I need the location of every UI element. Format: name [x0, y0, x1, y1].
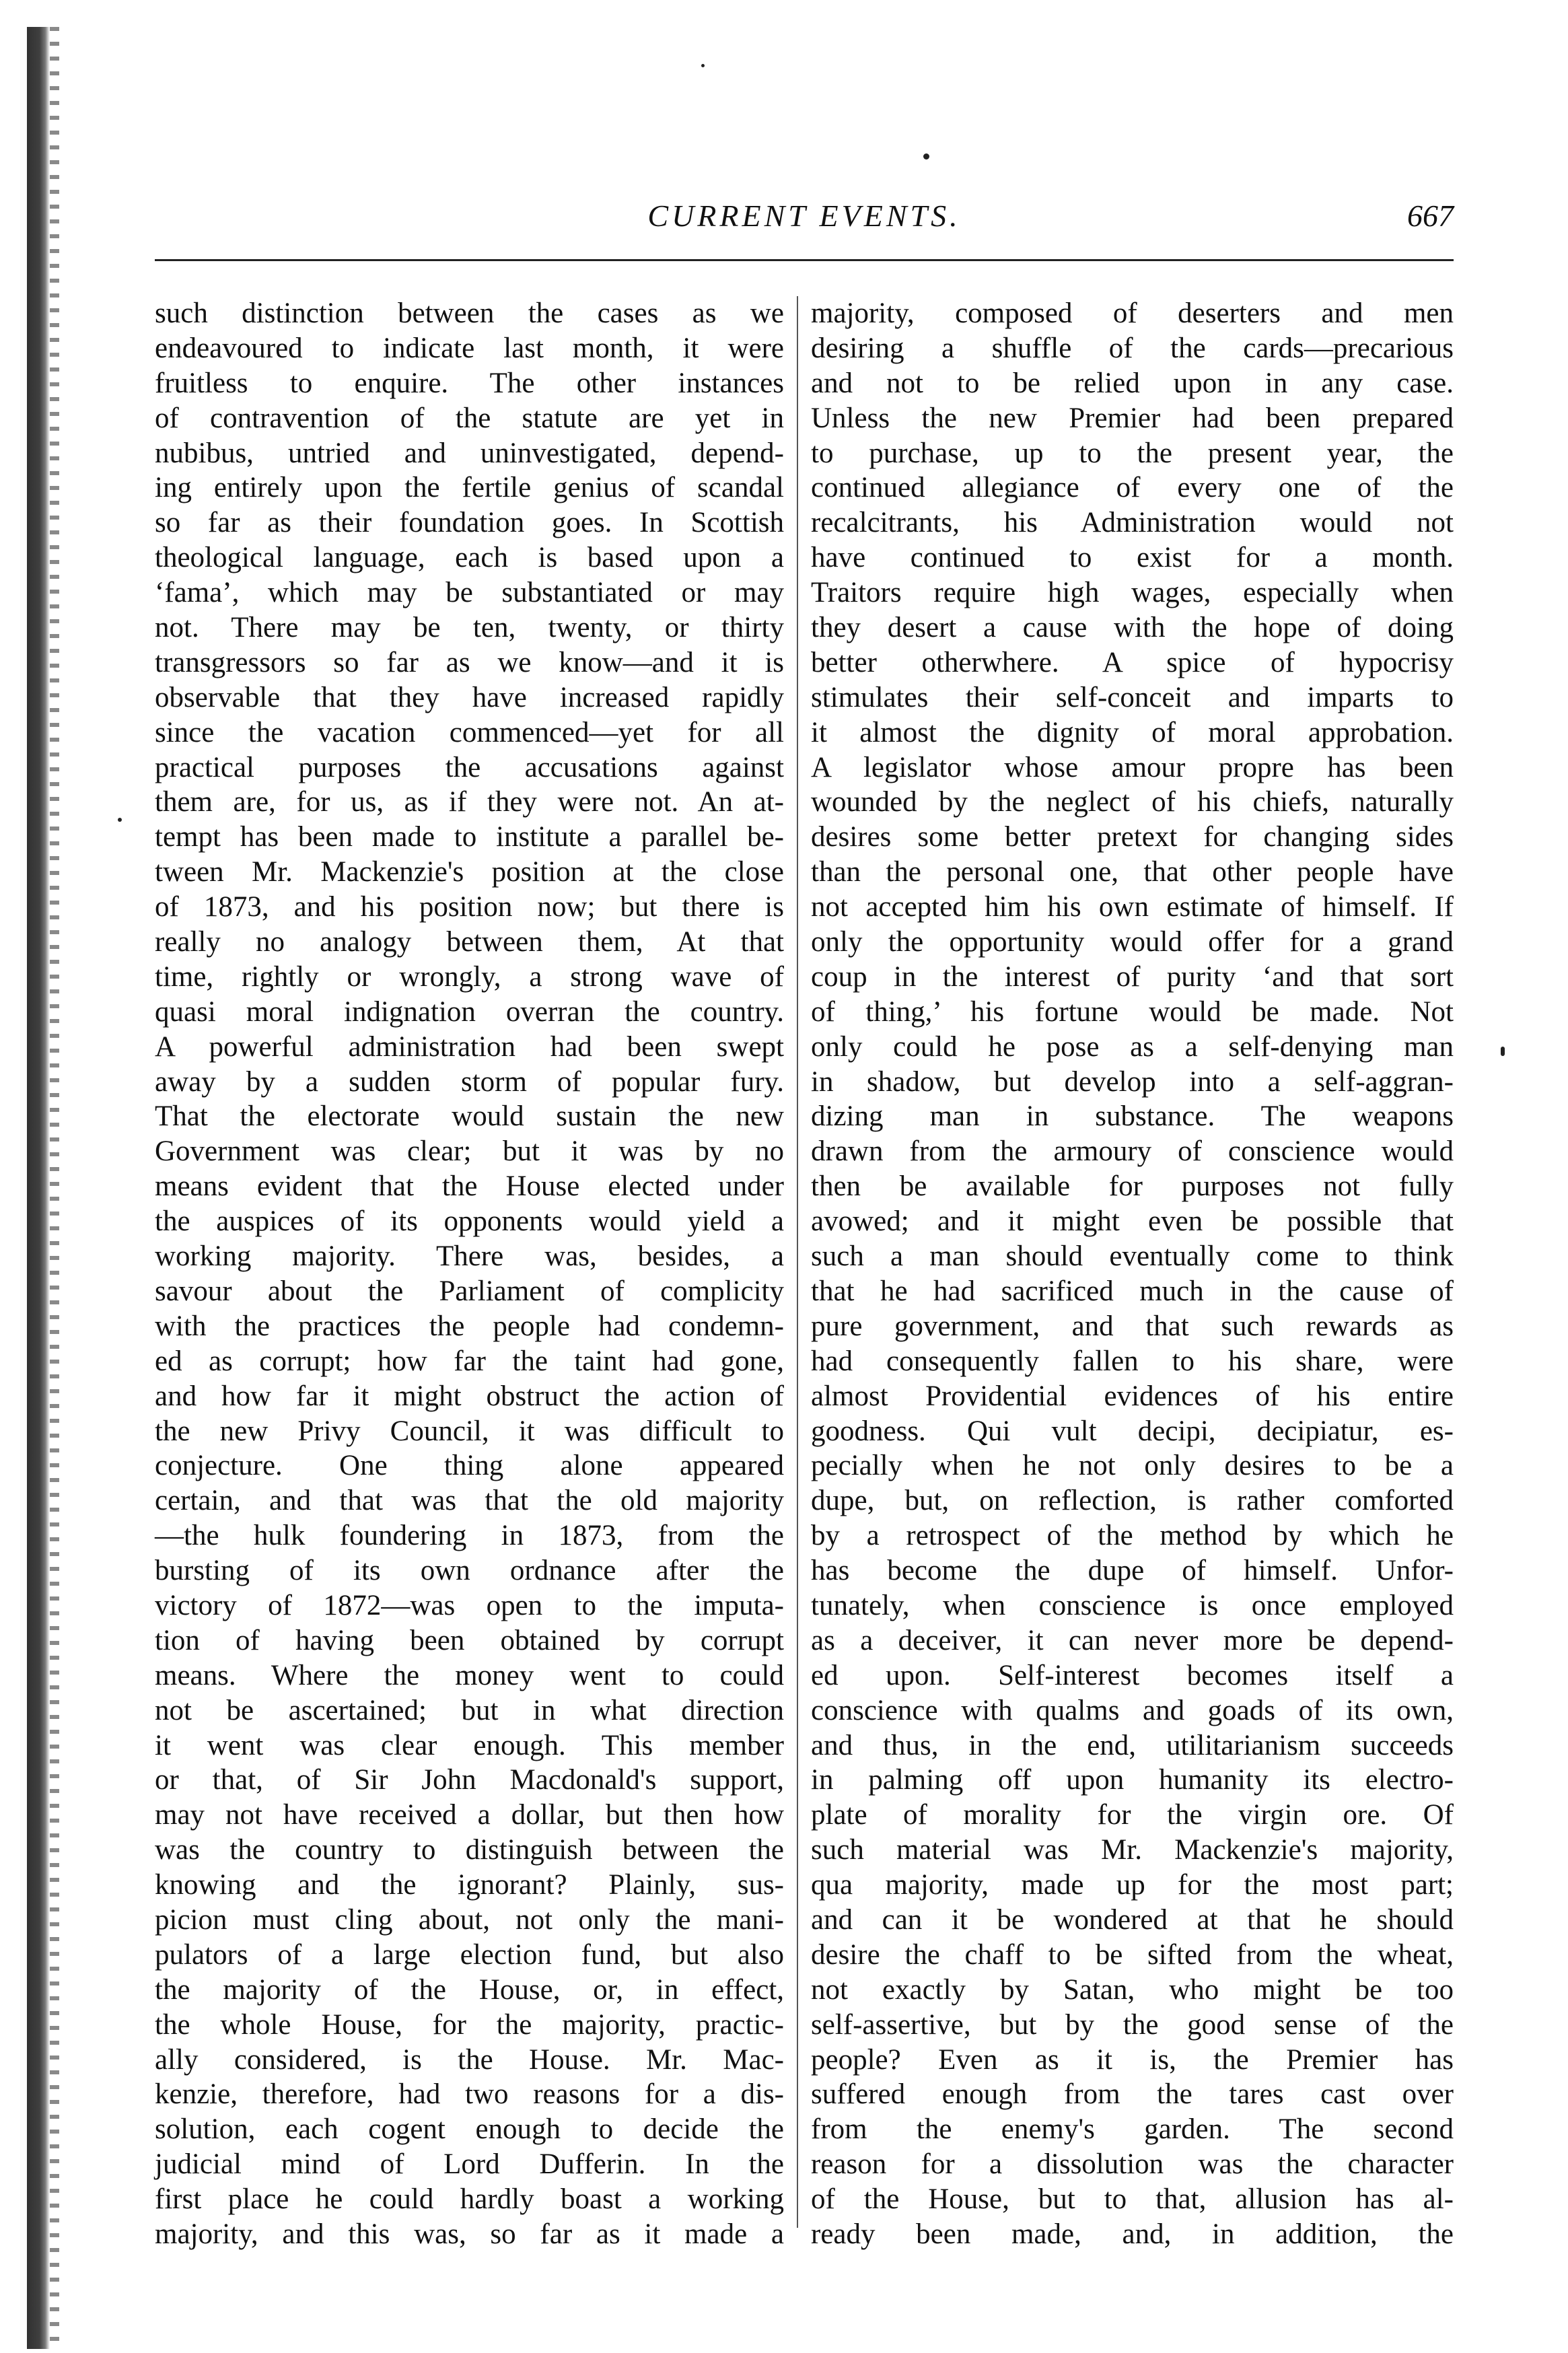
text-line: not exactly by Satan, who might be too	[811, 1973, 1454, 2006]
text-line: bursting of its own ordnance after the	[155, 1555, 784, 1587]
text-line: such distinction between the cases as we	[155, 297, 784, 329]
book-spine-edge	[50, 27, 59, 2349]
text-line: really no analogy between them, At that	[155, 926, 784, 958]
text-line: people? Even as it is, the Premier has	[811, 2043, 1454, 2076]
text-line: such a man should eventually come to think	[811, 1240, 1454, 1273]
text-line: tion of having been obtained by corrupt	[155, 1624, 784, 1656]
text-line: continued allegiance of every one of the	[811, 472, 1454, 504]
text-line: conscience with qualms and goads of its own,	[811, 1694, 1454, 1726]
text-line: pulators of a large election fund, but also	[155, 1938, 784, 1971]
ink-speck	[118, 818, 122, 822]
text-line: from the enemy's garden. The second	[811, 2113, 1454, 2146]
text-line: of 1873, and his position now; but there is	[155, 891, 784, 923]
text-line: only could he pose as a self-denying man	[811, 1030, 1454, 1063]
text-line: theological language, each is based upon a	[155, 542, 784, 574]
text-line: drawn from the armoury of conscience would	[811, 1135, 1454, 1168]
text-line: majority, composed of deserters and men	[811, 297, 1454, 329]
text-line: solution, each cogent enough to decide the	[155, 2113, 784, 2146]
header-rule	[155, 259, 1454, 261]
text-line: them are, for us, as if they were not. An at-	[155, 786, 784, 818]
text-line: Traitors require high wages, especially when	[811, 577, 1454, 609]
text-line: reason for a dissolution was the character	[811, 2148, 1454, 2181]
text-line: such material was Mr. Mackenzie's majority,	[811, 1834, 1454, 1866]
text-line: since the vacation commenced—yet for all	[155, 716, 784, 748]
text-line: it went was clear enough. This member	[155, 1729, 784, 1761]
text-line: ing entirely upon the fertile genius of scandal	[155, 472, 784, 504]
text-line: dizing man in substance. The weapons	[811, 1100, 1454, 1133]
text-line: almost Providential evidences of his entire	[811, 1380, 1454, 1412]
text-line: the majority of the House, or, in effect,	[155, 1973, 784, 2006]
text-line: observable that they have increased rapidly	[155, 681, 784, 713]
text-line: plate of morality for the virgin ore. Of	[811, 1799, 1454, 1831]
text-line: then be available for purposes not fully	[811, 1170, 1454, 1203]
text-line: That the electorate would sustain the new	[155, 1100, 784, 1133]
text-line: as a deceiver, it can never more be depend-	[811, 1624, 1454, 1656]
text-line: in palming off upon humanity its electro-	[811, 1764, 1454, 1796]
text-line: stimulates their self-conceit and imparts to	[811, 681, 1454, 713]
text-line: recalcitrants, his Administration would not	[811, 507, 1454, 539]
text-line: ready been made, and, in addition, the	[811, 2218, 1454, 2250]
text-line: picion must cling about, not only the mani-	[155, 1903, 784, 1936]
text-line: endeavoured to indicate last month, it were	[155, 332, 784, 364]
text-line: pecially when he not only desires to be a	[811, 1450, 1454, 1482]
text-line: desiring a shuffle of the cards—precarious	[811, 332, 1454, 364]
text-line: it almost the dignity of moral approbation.	[811, 716, 1454, 748]
page-header	[155, 195, 1454, 249]
text-line: dupe, but, on reflection, is rather comforted	[811, 1485, 1454, 1517]
text-line: avowed; and it might even be possible that	[811, 1205, 1454, 1238]
text-line: or that, of Sir John Macdonald's support,	[155, 1764, 784, 1796]
text-line: tunately, when conscience is once employed	[811, 1589, 1454, 1621]
text-line: has become the dupe of himself. Unfor-	[811, 1555, 1454, 1587]
text-line: than the personal one, that other people have	[811, 856, 1454, 888]
ink-speck	[923, 153, 929, 160]
text-line: A legislator whose amour propre has been	[811, 751, 1454, 783]
text-line: they desert a cause with the hope of doing	[811, 612, 1454, 644]
ink-speck	[701, 64, 705, 67]
text-line: —the hulk foundering in 1873, from the	[155, 1520, 784, 1552]
text-line: and how far it might obstruct the action of	[155, 1380, 784, 1412]
text-line: may not have received a dollar, but then how	[155, 1799, 784, 1831]
running-title: CURRENT EVENTS.	[647, 199, 961, 233]
text-line: had consequently fallen to his share, were	[811, 1345, 1454, 1377]
text-line: Government was clear; but it was by no	[155, 1135, 784, 1168]
text-line: fruitless to enquire. The other instances	[155, 367, 784, 399]
text-line: kenzie, therefore, had two reasons for a dis-	[155, 2078, 784, 2111]
text-line: working majority. There was, besides, a	[155, 1240, 784, 1273]
text-line: suffered enough from the tares cast over	[811, 2078, 1454, 2111]
text-line: of thing,’ his fortune would be made. Not	[811, 995, 1454, 1028]
text-line: only the opportunity would offer for a grand	[811, 926, 1454, 958]
text-line: quasi moral indignation overran the country.	[155, 995, 784, 1028]
text-line: have continued to exist for a month.	[811, 542, 1454, 574]
right-column	[811, 296, 1454, 2252]
text-line: desire the chaff to be sifted from the wheat,	[811, 1938, 1454, 1971]
text-line: better otherwhere. A spice of hypocrisy	[811, 646, 1454, 678]
page-number: 667	[1407, 199, 1454, 233]
text-line: so far as their foundation goes. In Scottish	[155, 507, 784, 539]
text-line: the whole House, for the majority, practic-	[155, 2008, 784, 2041]
text-line: means. Where the money went to could	[155, 1659, 784, 1691]
text-line: means evident that the House elected under	[155, 1170, 784, 1203]
text-line: transgressors so far as we know—and it is	[155, 646, 784, 678]
text-line: with the practices the people had condemn-	[155, 1310, 784, 1342]
text-line: ed as corrupt; how far the taint had gone,	[155, 1345, 784, 1377]
text-line: in shadow, but develop into a self-aggran-	[811, 1065, 1454, 1098]
text-line: the auspices of its opponents would yield a	[155, 1205, 784, 1238]
text-line: qua majority, made up for the most part;	[811, 1869, 1454, 1901]
text-line: of the House, but to that, allusion has al-	[811, 2183, 1454, 2216]
text-line: self-assertive, but by the good sense of the	[811, 2008, 1454, 2041]
text-line: A powerful administration had been swept	[155, 1030, 784, 1063]
text-line: not accepted him his own estimate of himself. If	[811, 891, 1454, 923]
text-line: to purchase, up to the present year, the	[811, 437, 1454, 469]
text-line: tempt has been made to institute a parallel be-	[155, 821, 784, 853]
ink-speck	[1501, 1047, 1505, 1056]
text-line: conjecture. One thing alone appeared	[155, 1450, 784, 1482]
text-line: practical purposes the accusations against	[155, 751, 784, 783]
text-line: of contravention of the statute are yet in	[155, 402, 784, 434]
text-line: savour about the Parliament of complicity	[155, 1275, 784, 1307]
text-line: knowing and the ignorant? Plainly, sus-	[155, 1869, 784, 1901]
text-line: desires some better pretext for changing sides	[811, 821, 1454, 853]
left-column	[155, 296, 784, 2252]
text-line: coup in the interest of purity ‘and that sort	[811, 960, 1454, 993]
text-line: the new Privy Council, it was difficult to	[155, 1415, 784, 1447]
text-line: certain, and that was that the old majority	[155, 1485, 784, 1517]
text-line: by a retrospect of the method by which he	[811, 1520, 1454, 1552]
text-line: and can it be wondered at that he should	[811, 1903, 1454, 1936]
column-divider	[797, 296, 798, 2228]
text-line: ed upon. Self-interest becomes itself a	[811, 1659, 1454, 1691]
text-line: and thus, in the end, utilitarianism succeeds	[811, 1729, 1454, 1761]
text-line: majority, and this was, so far as it made a	[155, 2218, 784, 2250]
text-line: away by a sudden storm of popular fury.	[155, 1065, 784, 1098]
text-line: and not to be relied upon in any case.	[811, 367, 1454, 399]
text-line: tween Mr. Mackenzie's position at the close	[155, 856, 784, 888]
text-line: Unless the new Premier had been prepared	[811, 402, 1454, 434]
book-spine	[27, 27, 50, 2349]
text-line: pure government, and that such rewards as	[811, 1310, 1454, 1342]
text-line: time, rightly or wrongly, a strong wave of	[155, 960, 784, 993]
text-line: ‘fama’, which may be substantiated or may	[155, 577, 784, 609]
text-line: nubibus, untried and uninvestigated, depend-	[155, 437, 784, 469]
text-line: was the country to distinguish between the	[155, 1834, 784, 1866]
text-line: wounded by the neglect of his chiefs, naturally	[811, 786, 1454, 818]
text-line: ally considered, is the House. Mr. Mac-	[155, 2043, 784, 2076]
text-line: not. There may be ten, twenty, or thirty	[155, 612, 784, 644]
text-line: victory of 1872—was open to the imputa-	[155, 1589, 784, 1621]
text-line: goodness. Qui vult decipi, decipiatur, es-	[811, 1415, 1454, 1447]
text-line: first place he could hardly boast a working	[155, 2183, 784, 2216]
text-line: not be ascertained; but in what direction	[155, 1694, 784, 1726]
text-line: judicial mind of Lord Dufferin. In the	[155, 2148, 784, 2181]
text-line: that he had sacrificed much in the cause of	[811, 1275, 1454, 1307]
